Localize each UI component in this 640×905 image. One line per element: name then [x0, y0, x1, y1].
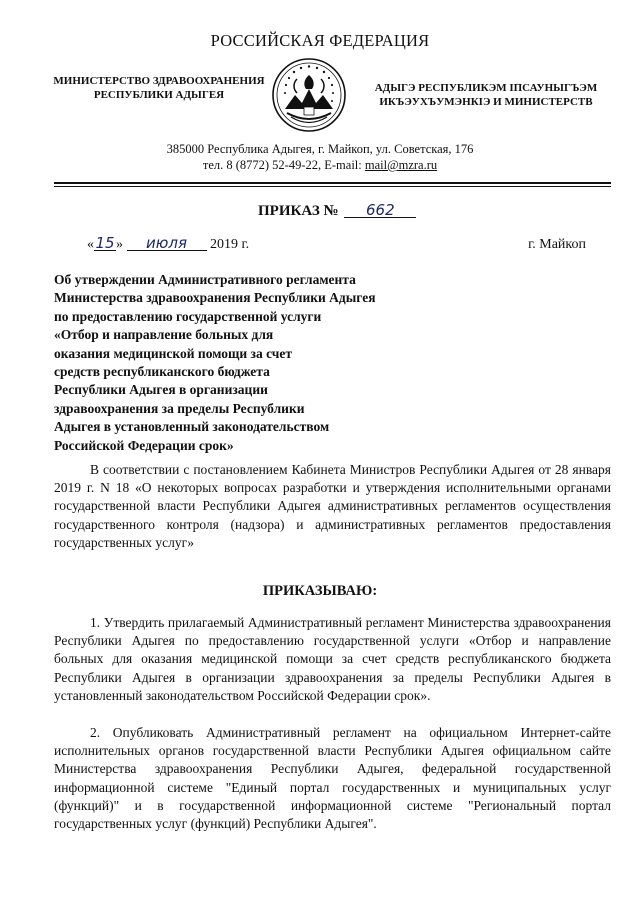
subject-line: Министерства здравоохранения Республики Адыгея	[54, 290, 376, 306]
order-title	[258, 203, 416, 220]
order-subject	[54, 271, 414, 455]
date-close-quote: »	[116, 237, 123, 252]
ministry-name-adyghe-line1: АДЫГЭ РЕСПУБЛИКЭМ ІПСАУНЫГЪЭМ	[374, 82, 598, 94]
order-city: г. Майкоп	[528, 237, 586, 252]
subject-line: «Отбор и направление больных для	[54, 327, 274, 343]
address-phone: тел. 8 (8772) 52-49-22, E-mail:	[202, 158, 365, 172]
ministry-name-adyghe	[362, 81, 610, 109]
subject-line: по предоставлению государственной услуги	[54, 308, 322, 324]
date-day-handwritten: 15	[95, 234, 115, 252]
subject-line: Республики Адыгея в организации	[54, 382, 268, 398]
subject-line: Российской Федерации срок»	[54, 437, 234, 453]
address-street: 385000 Республика Адыгея, г. Майкоп, ул. Советская, 176	[166, 142, 474, 156]
subject-line: здравоохранения за пределы Республики	[54, 400, 305, 416]
subject-line: оказания медицинской помощи за счет	[54, 345, 293, 361]
subject-line: Об утверждении Административного регламента	[54, 272, 356, 287]
order-directive-heading: ПРИКАЗЫВАЮ:	[262, 583, 378, 599]
preamble-paragraph: В соответствии с постановлением Кабинета Министров Республики Адыгея от 28 января 2019 г. N 18 «О некоторых вопросах разработки и утверждения исполнительными органами государственной власти Республики Адыгея административных регламентов осуществления государственного контроля (надзора) и административных регламентов предоставления государственных услуг»	[54, 462, 611, 550]
ministry-name-adyghe-line2: ИКЪЭУХЪУМЭНКІЭ И МИНИСТЕРСТВ	[379, 96, 593, 108]
order-date	[87, 234, 250, 253]
date-month-handwritten: июля	[127, 237, 207, 251]
order-title-label: ПРИКАЗ №	[258, 203, 339, 219]
subject-line: средств республиканского бюджета	[54, 364, 270, 380]
coat-of-arms-emblem-icon	[271, 57, 347, 133]
ministry-name-russian	[52, 74, 266, 102]
date-open-quote: «	[87, 237, 94, 252]
email-link[interactable]: mail@mzra.ru	[364, 158, 438, 172]
order-number-handwritten: 662	[344, 203, 416, 218]
ministry-address	[0, 141, 640, 173]
federation-header: РОССИЙСКАЯ ФЕДЕРАЦИЯ	[210, 31, 430, 50]
header-divider-thick	[54, 182, 611, 184]
address-contacts	[0, 157, 640, 173]
ministry-name-russian-line2: РЕСПУБЛИКИ АДЫГЕЯ	[93, 89, 225, 101]
order-item-2: 2. Опубликовать Административный регламент на официальном Интернет-сайте исполнительных органов государственной власти Республики Адыгея официальном сайте Министерства здравоохранения Республики Адыгея, федеральной государственной информационной системе "Единый портал государственных и муниципальных услуг (функций)" и в государственной информационной системе "Региональный портал государственных услуг (функций) Республики Адыгея".	[54, 725, 611, 832]
order-item-1: 1. Утвердить прилагаемый Административный регламент Министерства здравоохранения Республики Адыгея по предоставлению государственной услуги «Отбор и направление больных для оказания медицинской помощи за счет средств республиканского бюджета Республики Адыгея в организации здравоохранения за пределы Республики Адыгея в установленный законодательством Российской Федерации срок».	[54, 615, 611, 703]
date-year: 2019 г.	[210, 237, 250, 252]
subject-line: Адыгея в установленный законодательством	[54, 419, 330, 435]
header-divider-thin	[54, 186, 611, 187]
ministry-name-russian-line1: МИНИСТЕРСТВО ЗДРАВООХРАНЕНИЯ	[53, 75, 265, 87]
